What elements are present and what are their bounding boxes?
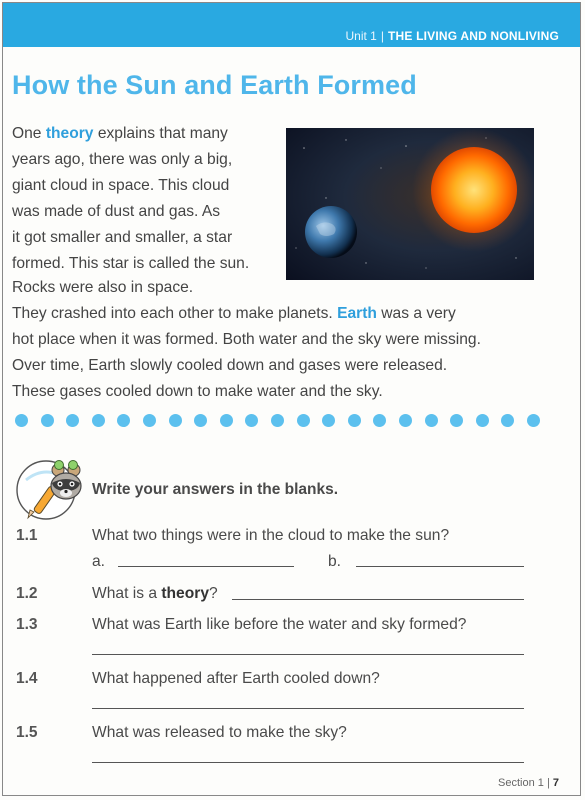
question-number: 1.4	[16, 670, 38, 687]
planets-paragraph	[12, 275, 572, 405]
paragraph-line: One theory explains that many	[12, 125, 228, 142]
paragraph-line: These gases cooled down to make water and the sky.	[12, 383, 383, 400]
instructions: Write your answers in the blanks.	[92, 481, 339, 498]
unit-label: Unit 1	[345, 29, 377, 43]
question-text: What two things were in the cloud to make the sun?	[92, 527, 450, 544]
page-footer	[498, 777, 559, 789]
keyword-theory: theory	[161, 585, 209, 602]
answer-blank[interactable]	[92, 762, 524, 763]
paragraph-line: years ago, there was only a big,	[12, 151, 233, 168]
option-b-label: b.	[328, 553, 342, 570]
paragraph-line: Rocks were also in space.	[12, 279, 194, 296]
paragraph-line: was made of dust and gas. As	[12, 203, 221, 220]
page-number: 7	[552, 777, 559, 789]
paragraph-line: it got smaller and smaller, a star	[12, 229, 233, 246]
question-text: What happened after Earth cooled down?	[92, 670, 380, 687]
unit-heading	[345, 29, 559, 43]
question-number: 1.5	[16, 724, 38, 741]
paragraph-line: hot place when it was formed. Both water and the sky were missing.	[12, 331, 481, 348]
keyword-earth: Earth	[337, 305, 377, 322]
raccoon-pencil-icon	[12, 452, 84, 522]
page-title: How the Sun and Earth Formed	[12, 70, 417, 100]
answer-blank-a[interactable]	[118, 566, 294, 567]
question-text: What is a theory?	[92, 585, 218, 602]
answer-blank[interactable]	[232, 599, 524, 600]
paragraph-line: giant cloud in space. This cloud	[12, 177, 230, 194]
unit-topic: THE LIVING AND NONLIVING	[387, 29, 559, 43]
question-text: What was Earth like before the water and sky formed?	[92, 616, 467, 633]
sun-earth-image	[286, 128, 534, 280]
question-number: 1.1	[16, 527, 38, 544]
answer-blank[interactable]	[92, 654, 524, 655]
answer-blank-b[interactable]	[356, 566, 524, 567]
intro-paragraph	[12, 121, 282, 277]
answer-blank[interactable]	[92, 708, 524, 709]
question-text: What was released to make the sky?	[92, 724, 347, 741]
unit-separator: |	[380, 29, 384, 43]
paragraph-line: Over time, Earth slowly cooled down and gases were released.	[12, 357, 448, 374]
section-label: Section 1	[498, 777, 544, 789]
question-number: 1.3	[16, 616, 38, 633]
footer-separator: |	[546, 777, 550, 789]
paragraph-line: formed. This star is called the sun.	[12, 255, 250, 272]
question-number: 1.2	[16, 585, 38, 602]
keyword-theory: theory	[45, 125, 94, 142]
option-a-label: a.	[92, 553, 106, 570]
dotted-divider	[15, 414, 540, 428]
paragraph-line: They crashed into each other to make planets. Earth was a very	[12, 305, 456, 322]
